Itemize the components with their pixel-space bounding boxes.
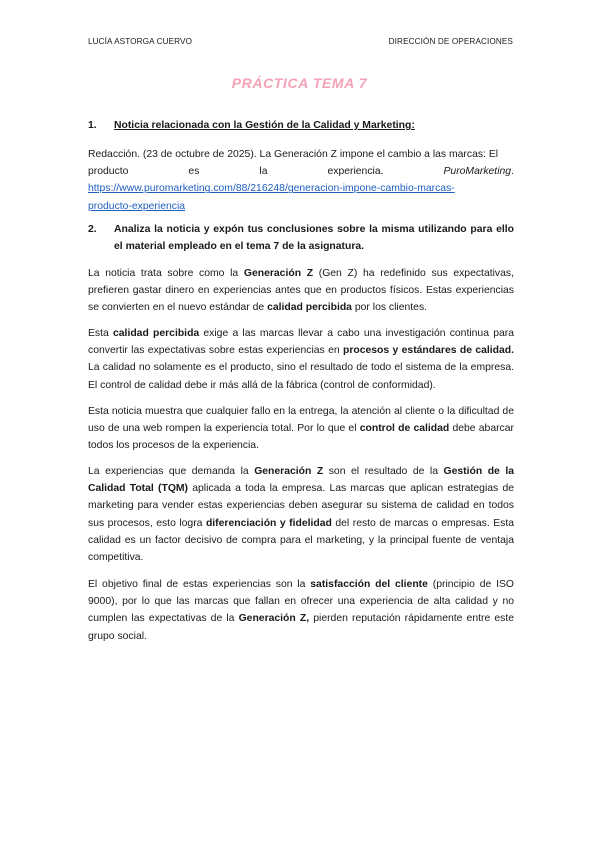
p1-text: La noticia trata sobre como la (88, 268, 244, 279)
p5-bold: Generación Z, (238, 613, 310, 625)
p5-text: (principio de ISO 9000), por lo que las marcas que fallan en ofrecer una experiencia de alta calidad y no cumplen las expectativas de la (88, 579, 515, 625)
section2-heading-text (114, 221, 514, 255)
p3-bold: control de calidad (359, 423, 450, 435)
section2-heading-line2: material empleado en el tema 7 de la asignatura. (125, 241, 365, 253)
p1-bold: Generación Z (243, 268, 314, 279)
p5-text: El objetivo final de estas experiencias son la (88, 579, 311, 590)
p1-bold: calidad percibida (267, 302, 352, 314)
paragraph-4 (88, 463, 514, 566)
citation-word: producto (88, 166, 129, 178)
p4-bold: diferenciación y fidelidad (205, 517, 332, 529)
p5-text: pierden reputación rápidamente entre este grupo social. (88, 613, 514, 642)
p4-bold: Gestión de la Calidad Total (TQM) (88, 466, 514, 495)
section1-heading-text: Noticia relacionada con la Gestión de la Calidad y Marketing: (114, 120, 415, 131)
article-link[interactable]: https://www.puromarketing.com/88/216248/generacion-impone-cambio-marcas- (88, 183, 455, 195)
citation-line2 (88, 163, 514, 180)
p3-text: debe abarcar todos los procesos de la experiencia. (88, 423, 514, 452)
p4-text: del resto de marcas o empresas. Esta calidad es un factor decisivo de compra para el marketing, y la principal fuente de ventaja competitiva. (88, 517, 514, 564)
section2-heading-line1: Analiza la noticia y expón tus conclusiones sobre la misma utilizando para ello el (114, 224, 514, 253)
citation-dot: . (511, 166, 514, 178)
paragraph-2 (88, 325, 514, 394)
citation (88, 146, 514, 215)
section1-heading (88, 117, 514, 134)
header-subject: DIRECCIÓN DE OPERACIONES (388, 37, 513, 46)
p2-bold: procesos y estándares de calidad. (342, 345, 515, 357)
paragraph-3 (88, 403, 514, 455)
citation-word: es (188, 166, 200, 178)
p2-text: Esta (88, 328, 113, 339)
header-author: LUCÍA ASTORGA CUERVO (88, 37, 193, 46)
p4-text: La experiencias que demanda la (88, 466, 255, 477)
section2-number: 2. (88, 224, 97, 235)
p3-text: Esta noticia muestra que cualquier fallo en la entrega, la atención al cliente o la dificultad de uso de una web rompen la experiencia total. Por lo que el (88, 406, 514, 435)
p4-bold: Generación Z (254, 466, 324, 477)
section2-heading (88, 221, 514, 255)
citation-source (443, 163, 513, 180)
citation-word: experiencia. (327, 166, 384, 178)
p4-text: aplicada a toda la empresa. Las marcas que aplican estrategias de marketing para vender estas experiencias deben asegurar su sistema de calidad en todos sus procesos, esto logra (88, 483, 514, 529)
p1-text: (Gen Z) ha redefinido sus expectativas, prefieren gastar dinero en experiencias antes que en productos físicos. Estas experiencias se convierten en el nuevo estándar de (88, 268, 514, 314)
p2-text: exige a las marcas llevar a cabo una investigación continua para convertir las expectativas sobre estas experiencias en (88, 328, 514, 357)
document-title: PRÁCTICA TEMA 7 (231, 75, 368, 91)
paragraph-1 (88, 265, 514, 317)
citation-word: la (259, 166, 268, 178)
article-link-continued[interactable]: producto-experiencia (88, 200, 186, 212)
p2-bold: calidad percibida (113, 328, 200, 339)
p1-text: por los clientes. (351, 302, 428, 314)
p2-text: La calidad no solamente es el producto, sino el resultado de todo el sistema de la empresa. El control de calidad debe ir más allá de la fábrica (control de conformidad). (88, 362, 514, 391)
section1-number: 1. (88, 120, 97, 131)
p4-text: son el resultado de la (323, 466, 444, 477)
citation-source-name: PuroMarketing (443, 166, 512, 178)
citation-line1: Redacción. (23 de octubre de 2025). La Generación Z impone el cambio a las marcas: El (88, 149, 499, 160)
paragraph-5 (88, 576, 514, 645)
p5-bold: satisfacción del cliente (310, 579, 428, 590)
